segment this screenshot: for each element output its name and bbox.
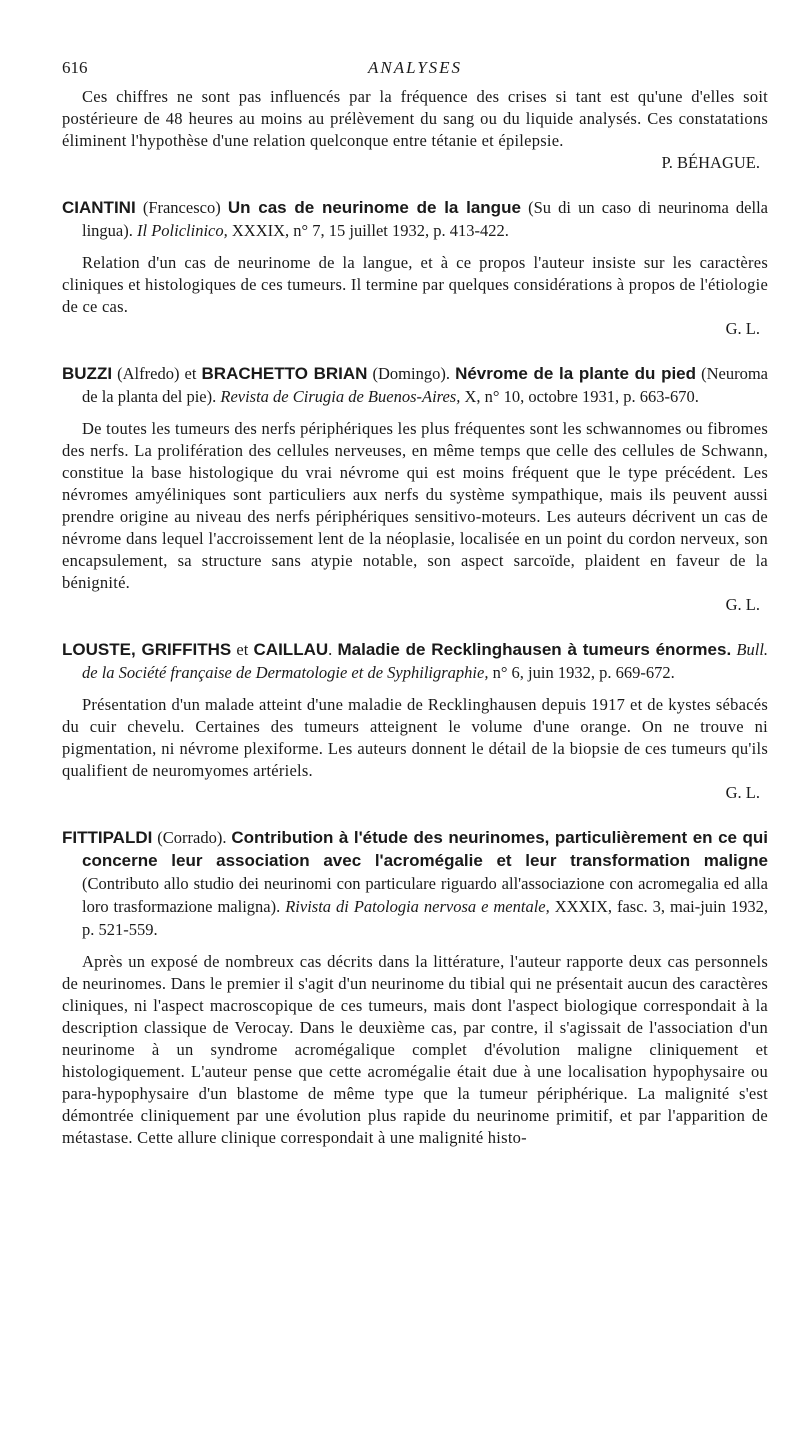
running-head (62, 58, 768, 86)
author-given-2: . (328, 640, 338, 659)
journal-name: Rivista di Patologia nervosa e mentale, (285, 897, 550, 916)
page (62, 58, 768, 1149)
reference-fittipaldi (62, 826, 768, 941)
author-given: (Francesco) (135, 198, 228, 217)
author-name-2: CAILLAU (253, 640, 329, 659)
original-title: (Contributo allo studio dei neurinomi con particulare riguardo all'associazione con acromegalia ed alla loro trasformazione maligna). (82, 874, 768, 916)
page-number: 616 (62, 58, 88, 77)
original-title: (Neuroma de la planta del pie). (82, 364, 769, 406)
abstract-ciantini: Relation d'un cas de neurinome de la langue, et à ce propos l'auteur insiste sur les caractères cliniques et histologiques de ces tumeurs. Il termine par quelques considérations à propos de l'étiologie de ce cas. (62, 253, 769, 316)
journal-name: Bull. de la Société française de Dermatologie et de Syphiligraphie, (82, 640, 769, 682)
abstract-buzzi: De toutes les tumeurs des nerfs périphériques les plus fréquentes sont les schwannomes ou fibromes des nerfs. La prolifération des cellules nerveuses, en même temps que celle des cellules de Schwann, constitue la base histologique du vrai névrome qui est moins fréquent que le type précédent. Les névromes amyéliniques sont particuliers aux nerfs du système sympathique, mais ils peuvent aussi prendre origine au niveau des nerfs périphériques sensitivo-moteurs. Les auteurs décrivent un cas de névrome dans lequel l'accroissement lent de la néoplasie, localisée en un point du cordon nerveux, son encapsulement, sa structure sans atypie notable, son aspect sarcoïde, plaident en faveur de la bénignité. (62, 419, 768, 592)
citation: XXXIX, n° 7, 15 juillet 1932, p. 413-422. (227, 221, 509, 240)
abstract-fittipaldi: Après un exposé de nombreux cas décrits dans la littérature, l'auteur rapporte deux cas personnels de neurinomes. Dans le premier il s'agit d'un neurinome du tibial qui ne présentait aucun des caractères cliniques, ni l'aspect macroscopique de ces tumeurs, mais dont l'aspect biologique correspondait à la description classique de Verocay. Dans le deuxième cas, par contre, il s'agissait de l'association d'un neurinome à un syndrome acromégalique complet d'évolution maligne cliniquement et histologiquement. L'auteur pense que cette acromégalie était due à une localisation hypophysaire ou para-hypophysaire d'un blastome de même type que la tumeur périphérique. La malignité s'est démontrée cliniquement par une évolution plus rapide du neurinome primitif, et par l'apparition de métastase. Cette allure clinique correspondait à une malignité histo- (62, 952, 768, 1147)
signature-buzzi: G. L. (725, 595, 760, 614)
signature-louste: G. L. (725, 783, 760, 802)
running-title: ANALYSES (367, 58, 463, 77)
citation: XXXIX, fasc. 3, mai-juin 1932, p. 521-559. (82, 897, 768, 939)
author-name: LOUSTE, GRIFFITHS (62, 640, 232, 659)
citation: n° 6, juin 1932, p. 669-672. (488, 663, 675, 682)
journal-name: Il Policlinico, (137, 221, 228, 240)
reference-buzzi (62, 362, 768, 408)
article-title: Un cas de neurinome de la langue (227, 198, 521, 217)
intro-paragraph: Ces chiffres ne sont pas influencés par la fréquence des crises si tant est qu'une d'elles soit postérieure de 48 heures au moins au prélèvement du sang ou du liquide analysés. Ces constatations éliminent l'hypothèse d'une relation quelconque entre tétanie et épilepsie. (62, 87, 768, 150)
author-given: et (231, 640, 254, 659)
author-name: BUZZI (62, 364, 113, 383)
author-name: CIANTINI (62, 198, 136, 217)
article-title: Maladie de Recklinghausen à tumeurs énormes. (337, 640, 732, 659)
author-given: (Corrado). (152, 828, 232, 847)
reference-louste (62, 638, 768, 684)
original-title: (Su di un caso di neurinoma della lingua). (82, 198, 768, 240)
article-title: Névrome de la plante du pied (455, 364, 697, 383)
reference-ciantini (62, 196, 768, 242)
author-name-2: BRACHETTO BRIAN (201, 364, 368, 383)
abstract-louste: Présentation d'un malade atteint d'une maladie de Recklinghausen depuis 1917 et de kystes sébacés du cuir chevelu. Certaines des tumeurs atteignent le volume d'une orange. On ne trouve ni pigmentation, ni névrome plexiforme. Les auteurs donnent le détail de la biopsie de ces tumeurs qu'ils qualifient de neuromyomes artériels. (62, 695, 768, 780)
article-title: Contribution à l'étude des neurinomes, particulièrement en ce qui concerne leur association avec l'acromégalie et leur transformation maligne (82, 828, 769, 870)
signature-ciantini: G. L. (725, 319, 760, 338)
author-name: FITTIPALDI (62, 828, 153, 847)
author-given: (Alfredo) et (112, 364, 202, 383)
author-given-2: (Domingo). (367, 364, 456, 383)
citation: X, n° 10, octobre 1931, p. 663-670. (460, 387, 699, 406)
intro-signature: P. BÉHAGUE. (661, 153, 760, 172)
journal-name: Revista de Cirugia de Buenos-Aires, (220, 387, 461, 406)
